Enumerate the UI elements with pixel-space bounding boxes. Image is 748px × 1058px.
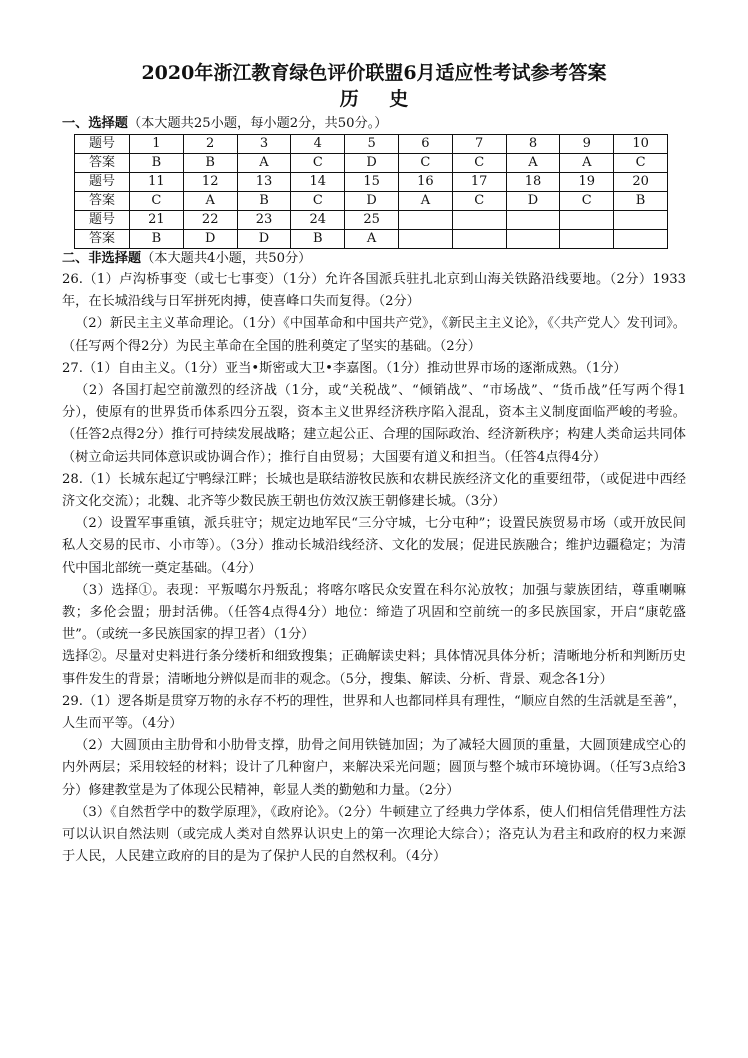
question-number-cell: [452, 211, 506, 230]
answer-sheet-page: [62, 60, 686, 868]
row-label-answer: 答案: [75, 154, 130, 173]
section1-heading: [62, 114, 686, 134]
document-title: 2020年浙江教育绿色评价联盟6月适应性考试参考答案: [141, 62, 607, 84]
row-label-answer: 答案: [75, 192, 130, 211]
answer-paragraph: 26.（1）卢沟桥事变（或七七事变）（1分）允许各国派兵驻扎北京到山海关铁路沿线要地。（2分）1933年，在长城沿线与日军拼死肉搏，使喜峰口失而复得。（2分）: [62, 272, 686, 310]
answer-cell: C: [398, 154, 452, 173]
answer-paragraphs: [62, 269, 686, 868]
question-number-cell: 14: [291, 173, 345, 192]
row-label-question: 题号: [75, 173, 130, 192]
answer-paragraph: （2）设置军事重镇，派兵驻守；规定边地军民“三分守城，七分屯种”；设置民族贸易市场（或开放民间私人交易的民市、小市等）。（3分）推动长城沿线经济、文化的发展；促进民族融合；维护边疆稳定；为清代中国北部统一奠定基础。（4分）: [62, 516, 686, 576]
answer-cell: A: [183, 192, 237, 211]
section2-heading: [62, 249, 686, 269]
question-number-cell: 24: [291, 211, 345, 230]
question-number-row: [75, 135, 668, 154]
answer-row: [75, 154, 668, 173]
question-number-row: [75, 211, 668, 230]
answer-paragraph: （3）《自然哲学中的数学原理》，《政府论》。（2分）牛顿建立了经典力学体系，使人们相信凭借理性方法可以认识自然法则（或完成人类对自然界认识史上的第一次理论大综合）；洛克认为君主和政府的权力来源于人民，人民建立政府的目的是为了保护人民的自然权利。（4分）: [62, 804, 686, 865]
answer-cell: A: [237, 154, 291, 173]
answer-cell: B: [237, 192, 291, 211]
question-number-cell: [506, 211, 560, 230]
question-number-cell: [560, 211, 614, 230]
question-number-cell: 10: [614, 135, 668, 154]
row-label-question: 题号: [75, 211, 130, 230]
answer-cell: A: [398, 192, 452, 211]
answer-cell: D: [237, 230, 291, 249]
answer-cell: C: [452, 154, 506, 173]
question-number-cell: 21: [130, 211, 184, 230]
question-number-cell: 23: [237, 211, 291, 230]
question-number-cell: 3: [237, 135, 291, 154]
question-number-cell: 25: [345, 211, 399, 230]
question-number-cell: 7: [452, 135, 506, 154]
answer-cell: [614, 230, 668, 249]
answer-cell: B: [291, 230, 345, 249]
answer-cell: C: [130, 192, 184, 211]
answer-paragraph: （2）大圆顶由主肋骨和小肋骨支撑，肋骨之间用铁链加固；为了减轻大圆顶的重量，大圆顶建成空心的内外两层；采用较轻的材料；设计了几种窗户，来解决采光问题；圆顶与整个城市环境协调。（任写3点给3分）修建教堂是为了体现公民精神，彰显人类的勤勉和力量。（2分）: [62, 738, 686, 798]
answer-paragraph: （2）新民主主义革命理论。（1分）《中国革命和中国共产党》，《新民主主义论》，《〈共产党人〉发刊词》。（任写两个得2分）为民主革命在全国的胜利奠定了坚实的基础。（2分）: [62, 316, 686, 354]
section2-title: 二、非选择题: [62, 251, 142, 266]
question-number-cell: [398, 211, 452, 230]
answer-paragraph: （3）选择①。表现：平叛噶尔丹叛乱；将喀尔喀民众安置在科尔沁放牧；加强与蒙族团结，尊重喇嘛教；多伦会盟；册封活佛。（任答4点得4分）地位：缔造了巩固和空前统一的多民族国家，开启“康乾盛世”。（或统一多民族国家的捍卫者）（1分）: [62, 582, 686, 643]
answer-cell: A: [560, 154, 614, 173]
question-number-cell: 19: [560, 173, 614, 192]
answer-cell: C: [560, 192, 614, 211]
answer-table-body: [75, 135, 668, 249]
question-number-cell: 17: [452, 173, 506, 192]
answer-row: [75, 230, 668, 249]
answer-paragraph: 选择②。尽量对史料进行条分缕析和细致搜集；正确解读史料；具体情况具体分析；清晰地分析和判断历史事件发生的背景；清晰地分辨似是而非的观念。（5分，搜集、解读、分析、背景、观念各1分）: [62, 649, 686, 687]
answer-table: [74, 134, 668, 249]
answer-cell: A: [506, 154, 560, 173]
section2-note: （本大题共4小题，共50分）: [141, 251, 312, 266]
question-number-row: [75, 173, 668, 192]
answer-cell: [506, 230, 560, 249]
answer-paragraph: 29.（1）逻各斯是贯穿万物的永存不朽的理性，世界和人也都同样具有理性，“顺应自然的生活就是至善”，人生而平等。（4分）: [62, 693, 686, 732]
row-label-question: 题号: [75, 135, 130, 154]
question-number-cell: 8: [506, 135, 560, 154]
subject-heading: 历 史: [339, 88, 421, 110]
answer-cell: D: [345, 154, 399, 173]
question-number-cell: 1: [130, 135, 184, 154]
question-number-cell: 12: [183, 173, 237, 192]
section1-note: （本大题共25小题，每小题2分，共50分。）: [127, 116, 388, 131]
question-number-cell: 22: [183, 211, 237, 230]
answer-cell: A: [345, 230, 399, 249]
answer-cell: C: [291, 154, 345, 173]
answer-cell: D: [345, 192, 399, 211]
answer-cell: [452, 230, 506, 249]
answer-cell: [560, 230, 614, 249]
answer-cell: B: [614, 192, 668, 211]
question-number-cell: 15: [345, 173, 399, 192]
question-number-cell: 11: [130, 173, 184, 192]
answer-cell: C: [614, 154, 668, 173]
answer-cell: B: [183, 154, 237, 173]
answer-row: [75, 192, 668, 211]
answer-cell: D: [183, 230, 237, 249]
question-number-cell: 18: [506, 173, 560, 192]
answer-paragraph: 28.（1）长城东起辽宁鸭绿江畔；长城也是联结游牧民族和农耕民族经济文化的重要纽带，（或促进中西经济文化交流）；北魏、北齐等少数民族王朝也仿效汉族王朝修建长城。（3分）: [62, 471, 686, 510]
answer-cell: [398, 230, 452, 249]
question-number-cell: [614, 211, 668, 230]
answer-cell: C: [291, 192, 345, 211]
answer-paragraph: 27.（1）自由主义。（1分）亚当•斯密或大卫•李嘉图。（1分）推动世界市场的逐渐成熟。（1分）: [62, 360, 627, 376]
question-number-cell: 9: [560, 135, 614, 154]
answer-paragraph: （2）各国打起空前激烈的经济战（1分，或“关税战”、“倾销战”、“市场战”、“货币战”任写两个得1分），使原有的世界货币体系四分五裂，资本主义世界经济秩序陷入混乱，资本主义制度面临严峻的考验。（任答2点得2分）推行可持续发展战略；建立起公正、合理的国际政治、经济新秩序；构建人类命运共同体（树立命运共同体意识或协调合作）；推行自由贸易；大国要有道义和担当。（任答4点得4分）: [62, 383, 686, 465]
answer-cell: D: [506, 192, 560, 211]
question-number-cell: 13: [237, 173, 291, 192]
row-label-answer: 答案: [75, 230, 130, 249]
section1-title: 一、选择题: [62, 116, 128, 131]
answer-cell: B: [130, 154, 184, 173]
question-number-cell: 6: [398, 135, 452, 154]
question-number-cell: 4: [291, 135, 345, 154]
question-number-cell: 20: [614, 173, 668, 192]
question-number-cell: 2: [183, 135, 237, 154]
question-number-cell: 16: [398, 173, 452, 192]
question-number-cell: 5: [345, 135, 399, 154]
answer-cell: B: [130, 230, 184, 249]
answer-cell: C: [452, 192, 506, 211]
